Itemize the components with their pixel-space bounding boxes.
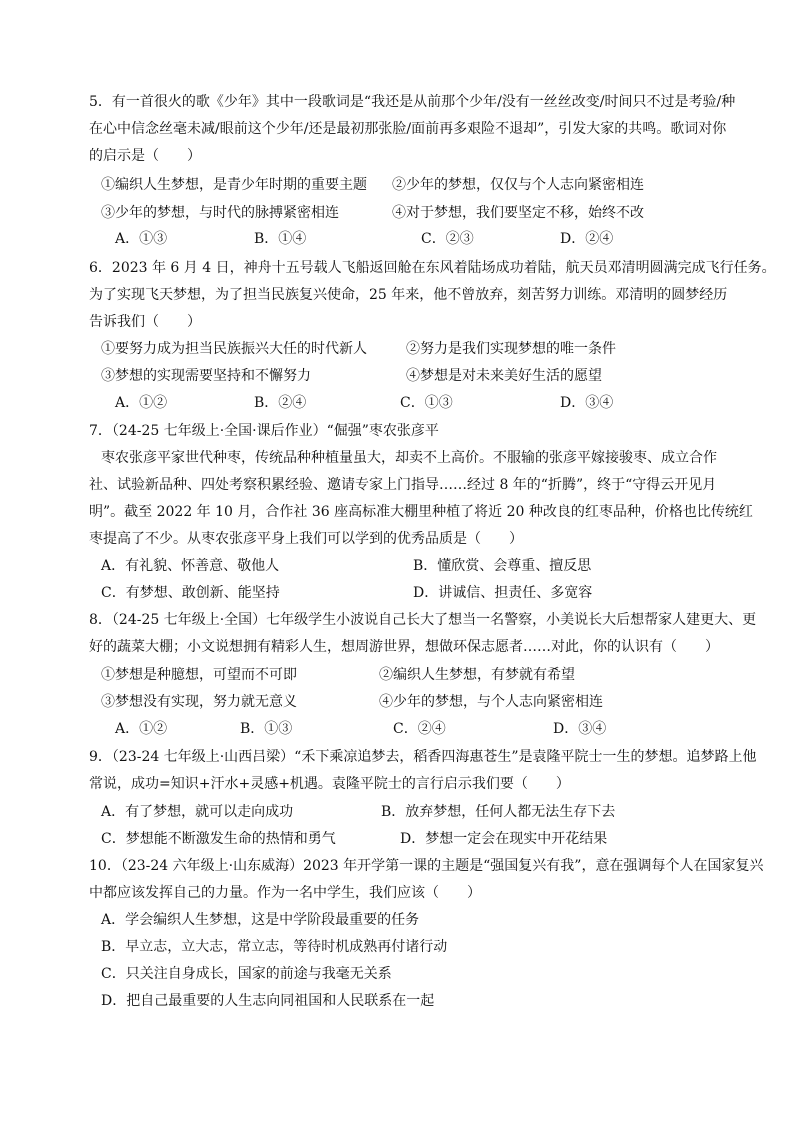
choice-d[interactable]: D．③④	[560, 395, 614, 411]
question-text: 社、试验新品种、四处考察积累经验、邀请专家上门指导……经过 8 年的“折腾”，终于“守得云开见月	[89, 477, 717, 493]
question-text: 告诉我们（ ）	[89, 314, 201, 330]
choice-c[interactable]: C．梦想能不断激发生命的热情和勇气	[101, 831, 336, 847]
statement: ④少年的梦想，与个人志向紧密相连	[379, 694, 603, 710]
question-text: 为了实现飞天梦想，为了担当民族复兴使命，25 年来，他不曾放弃，刻苦努力训练。邓清明的圆梦经历	[89, 287, 728, 303]
choice-d[interactable]: D．把自己最重要的人生志向同祖国和人民联系在一起	[101, 993, 435, 1009]
choice-b[interactable]: B．①③	[240, 721, 293, 737]
choice-a[interactable]: A．有了梦想，就可以走向成功	[101, 804, 294, 820]
statement: ③少年的梦想，与时代的脉搏紧密相连	[101, 205, 339, 221]
question-text: 常说，成功=知识+汗水+灵感+机遇。袁隆平院士的言行启示我们要（ ）	[89, 776, 570, 792]
choice-b[interactable]: B．早立志，立大志，常立志，等待时机成熟再付诸行动	[101, 939, 448, 955]
statement: ②编织人生梦想，有梦就有希望	[379, 667, 575, 683]
choice-a[interactable]: A．①③	[115, 231, 168, 247]
choice-d[interactable]: D．讲诚信、担责任、多宽容	[413, 585, 593, 601]
statement: ①要努力成为担当民族振兴大任的时代新人	[101, 341, 367, 357]
choice-d[interactable]: D．②④	[560, 231, 614, 247]
statement: ③梦想没有实现，努力就无意义	[101, 694, 297, 710]
question-text: 8．（24-25 七年级上·全国）七年级学生小波说自己长大了想当一名警察，小美说长大后想帮家人建更大、更	[89, 612, 757, 628]
question-text: 好的蔬菜大棚；小文说想拥有精彩人生，想周游世界，想做环保志愿者……对此，你的认识有（ ）	[89, 639, 719, 655]
question-text: 5．有一首很火的歌《少年》其中一段歌词是“我还是从前那个少年/没有一丝丝改变/时间只不过是考验/种	[89, 94, 736, 110]
choice-a[interactable]: A．有礼貌、怀善意、敬他人	[101, 558, 280, 574]
question-text: 枣提高了不少。从枣农张彦平身上我们可以学到的优秀品质是（ ）	[89, 531, 523, 547]
statement: ④对于梦想，我们要坚定不移，始终不改	[392, 205, 644, 221]
statement: ①编织人生梦想，是青少年时期的重要主题	[101, 177, 367, 193]
choice-d[interactable]: D．梦想一定会在现实中开花结果	[400, 831, 608, 847]
choice-a[interactable]: A．①②	[115, 721, 168, 737]
question-text: 明”。截至 2022 年 10 月，合作社 36 座高标准大棚里种植了将近 20 种改良的红枣品种，价格也比传统红	[89, 504, 753, 520]
choice-b[interactable]: B．②④	[254, 395, 307, 411]
question-text: 9．（23-24 七年级上·山西吕梁）“禾下乘凉追梦去，稻香四海惠苍生”是袁隆平院士一生的梦想。追梦路上他	[89, 749, 757, 765]
choice-d[interactable]: D．③④	[553, 721, 607, 737]
question-text: 中都应该发挥自己的力量。作为一名中学生，我们应该（ ）	[89, 885, 481, 901]
statement: ①梦想是种臆想，可望而不可即	[101, 667, 297, 683]
statement: ②少年的梦想，仅仅与个人志向紧密相连	[392, 177, 644, 193]
question-text: 在心中信念丝毫未减/眼前这个少年/还是最初那张脸/面前再多艰险不退却”，引发大家的共鸣。歌词对你	[89, 121, 727, 137]
question-text: 7．（24-25 七年级上·全国·课后作业）“倔强”枣农张彦平	[89, 423, 439, 439]
choice-c[interactable]: C．②④	[393, 721, 446, 737]
question-text: 6．2023 年 6 月 4 日，神舟十五号载人飞船返回舱在东风着陆场成功着陆，航天员邓清明圆满完成飞行任务。	[89, 260, 776, 276]
choice-c[interactable]: C．①③	[400, 395, 453, 411]
question-text: 枣农张彦平家世代种枣，传统品种种植量虽大，却卖不上高价。不服输的张彦平嫁接骏枣、成立合作	[101, 450, 717, 466]
statement: ④梦想是对未来美好生活的愿望	[406, 368, 602, 384]
statement: ②努力是我们实现梦想的唯一条件	[406, 341, 616, 357]
choice-c[interactable]: C．有梦想、敢创新、能坚持	[101, 585, 280, 601]
choice-a[interactable]: A．①②	[115, 395, 168, 411]
statement: ③梦想的实现需要坚持和不懈努力	[101, 368, 311, 384]
choice-b[interactable]: B．①④	[254, 231, 307, 247]
question-text: 的启示是（ ）	[89, 148, 201, 164]
choice-a[interactable]: A．学会编织人生梦想，这是中学阶段最重要的任务	[101, 912, 420, 928]
choice-c[interactable]: C．②③	[421, 231, 474, 247]
question-text: 10．（23-24 六年级上·山东威海）2023 年开学第一课的主题是“强国复兴有我”，意在强调每个人在国家复兴	[89, 858, 764, 874]
choice-b[interactable]: B．懂欣赏、会尊重、擅反思	[413, 558, 592, 574]
choice-c[interactable]: C．只关注自身成长，国家的前途与我毫无关系	[101, 966, 392, 982]
choice-b[interactable]: B．放弃梦想，任何人都无法生存下去	[381, 804, 616, 820]
